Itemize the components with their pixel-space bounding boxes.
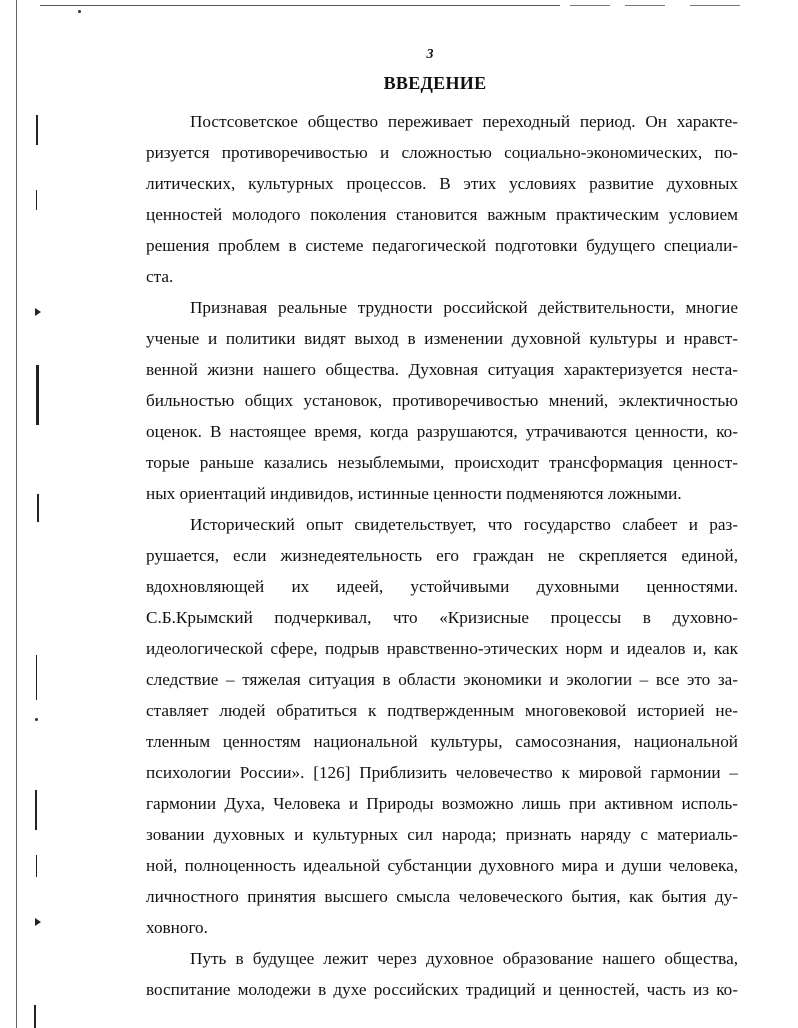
text-line: идеологической сфере, подрыв нравственно-этических норм и идеалов и, как	[146, 639, 738, 658]
text-line: рушается, если жизнедеятельность его граждан не скрепляется единой,	[146, 546, 738, 565]
scan-top-rule-dash	[570, 5, 610, 6]
text-line: ставляет людей обратиться к подтвержденным многовековой историей не-	[146, 701, 738, 720]
text-line: венной жизни нашего общества. Духовная ситуация характеризуется неста-	[146, 360, 738, 379]
text-line: ных ориентаций индивидов, истинные ценности подменяются ложными.	[146, 484, 682, 503]
text-line: оценок. В настоящее время, когда разрушаются, утрачиваются ценности, ко-	[146, 422, 738, 441]
scan-margin-mark	[35, 790, 37, 830]
text-line: Признавая реальные трудности российской действительности, многие	[190, 298, 738, 317]
text-line: ученые и политики видят выход в изменении духовной культуры и нравст-	[146, 329, 738, 348]
scan-dot	[35, 718, 38, 721]
page-number: 3	[426, 47, 434, 62]
text-line: Путь в будущее лежит через духовное образование нашего общества,	[190, 949, 738, 968]
body-text	[146, 106, 738, 1005]
text-line: воспитание молодежи в духе российских традиций и ценностей, часть из ко-	[146, 980, 738, 999]
scan-top-rule-dash	[625, 5, 665, 6]
text-line: следствие – тяжелая ситуация в области экономики и экологии – все это за-	[146, 670, 738, 689]
page-title: ВВЕДЕНИЕ	[383, 73, 487, 93]
text-line: вдохновляющей их идеей, устойчивыми духовными ценностями.	[146, 577, 738, 596]
scan-margin-arrow-icon	[35, 308, 41, 316]
text-line: ризуется противоречивостью и сложностью социально-экономических, по-	[146, 143, 738, 162]
scan-margin-mark	[36, 115, 38, 145]
text-line: тленным ценностям национальной культуры, самосознания, национальной	[146, 732, 738, 751]
text-line: Исторический опыт свидетельствует, что государство слабеет и раз-	[190, 515, 738, 534]
scan-margin-mark	[36, 365, 39, 425]
text-line: ной, полноценность идеальной субстанции духовного мира и души человека,	[146, 856, 738, 875]
scan-margin-mark	[37, 494, 39, 522]
text-line: бильностью общих установок, противоречивостью мнений, эклектичностью	[146, 391, 738, 410]
text-line: психологии России». [126] Приблизить человечество к мировой гармонии –	[146, 763, 738, 782]
scan-margin-mark	[36, 855, 37, 877]
scan-dot	[78, 10, 81, 13]
text-line: решения проблем в системе педагогической подготовки будущего специали-	[146, 236, 738, 255]
scan-margin-mark	[36, 190, 37, 210]
text-line: литических, культурных процессов. В этих условиях развитие духовных	[146, 174, 738, 193]
scan-left-rule	[16, 0, 17, 1028]
text-line: торые раньше казались незыблемыми, происходит трансформация ценност-	[146, 453, 738, 472]
scan-margin-arrow-icon	[35, 918, 41, 926]
text-line: Постсоветское общество переживает переходный период. Он характе-	[190, 112, 738, 131]
text-line: ценностей молодого поколения становится важным практическим условием	[146, 205, 738, 224]
text-line: зовании духовных и культурных сил народа; признать наряду с материаль-	[146, 825, 738, 844]
text-line: ховного.	[146, 918, 208, 937]
scan-top-rule-dash	[690, 5, 740, 6]
scan-top-rule	[40, 5, 560, 6]
scan-margin-mark	[36, 655, 37, 700]
text-line: С.Б.Крымский подчеркивал, что «Кризисные процессы в духовно-	[146, 608, 738, 627]
scan-margin-mark	[34, 1005, 36, 1028]
text-line: личностного принятия высшего смысла человеческого бытия, как бытия ду-	[146, 887, 738, 906]
text-line: ста.	[146, 267, 174, 286]
text-line: гармонии Духа, Человека и Природы возможно лишь при активном исполь-	[146, 794, 738, 813]
